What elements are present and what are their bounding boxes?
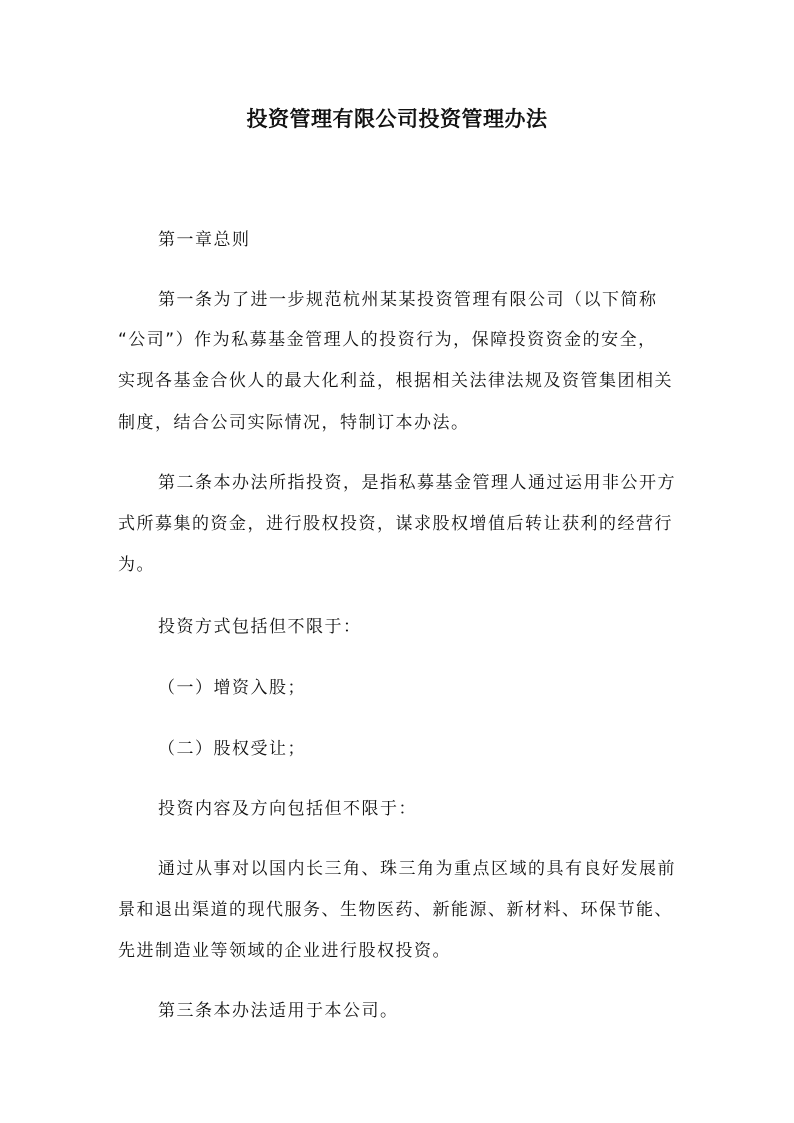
paragraph-line: 第一条为了进一步规范杭州某某投资管理有限公司（以下简称: [158, 290, 658, 310]
list-item: （一）增资入股；: [158, 678, 306, 698]
paragraph-line: 第三条本办法适用于本公司。: [158, 1001, 399, 1021]
paragraph-line: 为。: [118, 555, 155, 575]
paragraph-line: 第二条本办法所指投资，是指私募基金管理人通过运用非公开方: [158, 473, 676, 493]
paragraph-line: 投资方式包括但不限于：: [158, 617, 362, 637]
list-item: （二）股权受让；: [158, 739, 306, 759]
paragraph-line: 通过从事对以国内长三角、珠三角为重点区域的具有良好发展前: [158, 859, 676, 879]
document-title: 投资管理有限公司投资管理办法: [246, 107, 548, 131]
paragraph-line: “公司”）作为私募基金管理人的投资行为，保障投资资金的安全，: [118, 330, 657, 350]
paragraph-line: 制度，结合公司实际情况，特制订本办法。: [118, 413, 470, 433]
paragraph-line: 式所募集的资金，进行股权投资，谋求股权增值后转让获利的经营行: [118, 514, 673, 534]
paragraph-line: 先进制造业等领域的企业进行股权投资。: [118, 941, 451, 961]
paragraph-line: 实现各基金合伙人的最大化利益，根据相关法律法规及资管集团相关: [118, 371, 673, 391]
paragraph-line: 投资内容及方向包括但不限于：: [158, 799, 417, 819]
chapter-heading: 第一章总则: [158, 230, 251, 250]
paragraph-line: 景和退出渠道的现代服务、生物医药、新能源、新材料、环保节能、: [118, 900, 673, 920]
